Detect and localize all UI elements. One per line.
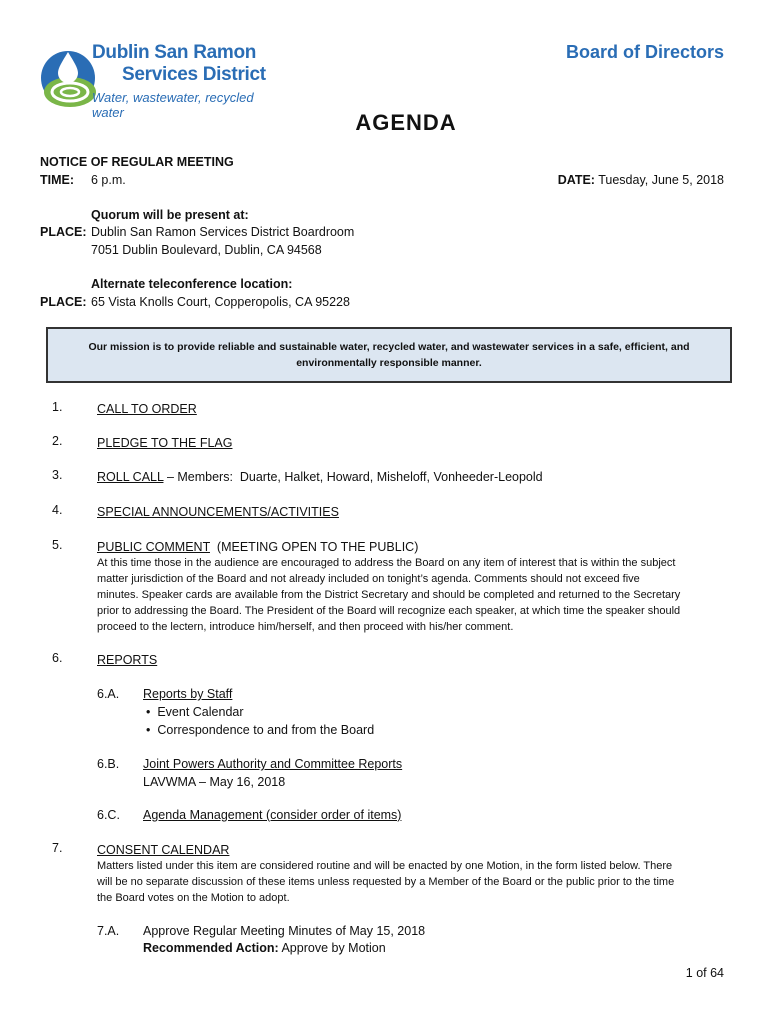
place1-line1: Dublin San Ramon Services District Boardroom — [91, 225, 355, 239]
item-6a-number: 6.A. — [97, 687, 120, 701]
place-label-2: PLACE: — [40, 295, 87, 309]
item-6a-title[interactable]: Reports by Staff — [143, 687, 233, 701]
bullet-icon: • — [146, 705, 151, 719]
page-title: AGENDA — [355, 110, 457, 135]
item-5-body-line: At this time those in the audience are encouraged to address the Board on any item of interest that is within the subject — [97, 557, 676, 569]
place2: 65 Vista Knolls Court, Copperopolis, CA 95228 — [91, 295, 350, 309]
item-6-title[interactable]: REPORTS — [97, 653, 158, 667]
page-number: 1 of 64 — [685, 966, 724, 980]
time-label: TIME: — [40, 173, 75, 187]
date-label: DATE: — [557, 173, 595, 187]
bullet-icon: • — [146, 723, 151, 737]
item-6b-sub: LAVWMA – May 16, 2018 — [143, 775, 286, 789]
item-2-number: 2. — [52, 434, 63, 448]
org-name-line2: Services District — [122, 64, 266, 85]
mission-text: Our mission is to provide reliable and sustainable water, recycled water, and wastewater services in a safe, efficient, and environmentally responsible manner. — [88, 341, 690, 369]
item-3-members: – Members: Duarte, Halket, Howard, Misheloff, Vonheeder-Leopold — [163, 470, 543, 484]
item-6c-number: 6.C. — [97, 808, 120, 822]
alternate-heading: Alternate teleconference location: — [91, 277, 293, 291]
item-5-body-line: matter jurisdiction of the Board and not already included on tonight’s agenda. Comments should not exceed five — [97, 573, 640, 585]
item-6a-bullet-2-text: Correspondence to and from the Board — [157, 723, 375, 737]
item-7-body-line: the Board votes on the Motion to adopt. — [97, 892, 290, 904]
item-4-title[interactable]: SPECIAL ANNOUNCEMENTS/ACTIVITIES — [97, 505, 339, 519]
water-drop-logo-icon — [40, 40, 98, 110]
item-7-number: 7. — [52, 841, 63, 855]
item-5-line — [97, 538, 418, 556]
place-label-1: PLACE: — [40, 225, 87, 239]
item-7a-number: 7.A. — [97, 924, 120, 938]
item-6c-title[interactable]: Agenda Management (consider order of items) — [143, 808, 402, 822]
item-6a-bullet-1 — [146, 703, 244, 721]
notice-heading: NOTICE OF REGULAR MEETING — [40, 155, 234, 169]
item-7-body-line: Matters listed under this item are considered routine and will be enacted by one Motion, in the form listed below. There — [97, 860, 673, 872]
item-5-body-line: minutes. Speaker cards are available from the District Secretary and should be completed and returned to the Secretary — [97, 589, 681, 601]
item-7a-title: Approve Regular Meeting Minutes of May 15, 2018 — [143, 924, 426, 938]
item-5-body — [97, 555, 737, 635]
item-6-number: 6. — [52, 651, 63, 665]
item-1-number: 1. — [52, 400, 63, 414]
item-6a-bullet-2 — [146, 721, 374, 739]
mission-statement — [46, 327, 732, 383]
item-7-body-line: will be no separate discussion of these items unless requested by a Member of the Board or the public prior to the time — [97, 876, 675, 888]
item-3-line — [97, 468, 543, 486]
item-2-title[interactable]: PLEDGE TO THE FLAG — [97, 436, 233, 450]
item-5-title[interactable]: PUBLIC COMMENT — [97, 540, 210, 554]
org-name-line1: Dublin San Ramon — [92, 42, 257, 63]
quorum-heading: Quorum will be present at: — [91, 208, 249, 222]
item-6a-bullet-1-text: Event Calendar — [157, 705, 244, 719]
date-value: Tuesday, June 5, 2018 — [598, 173, 724, 187]
item-1-title[interactable]: CALL TO ORDER — [97, 402, 197, 416]
item-6b-number: 6.B. — [97, 757, 120, 771]
district-logo — [40, 40, 280, 120]
item-3-title[interactable]: ROLL CALL — [97, 470, 164, 484]
place1-line2: 7051 Dublin Boulevard, Dublin, CA 94568 — [91, 243, 322, 257]
item-4-number: 4. — [52, 503, 63, 517]
recommended-action-label: Recommended Action: — [143, 941, 279, 955]
item-5-body-line: prior to addressing the Board. The President of the Board will recognize each speaker, at which time the speaker should — [97, 605, 681, 617]
item-7-title[interactable]: CONSENT CALENDAR — [97, 843, 230, 857]
time-value: 6 p.m. — [91, 173, 126, 187]
item-5-number: 5. — [52, 538, 63, 552]
item-5-subtitle: (MEETING OPEN TO THE PUBLIC) — [209, 540, 419, 554]
date-field — [558, 171, 724, 189]
item-6b-title[interactable]: Joint Powers Authority and Committee Reports — [143, 757, 403, 771]
board-heading: Board of Directors — [565, 42, 724, 62]
item-7a-recommendation — [143, 939, 386, 957]
item-5-body-line: proceed to the lectern, introduce him/herself, and then proceed with his/her comment. — [97, 621, 514, 633]
recommended-action-value: Approve by Motion — [281, 941, 386, 955]
org-tagline: Water, wastewater, recycled water — [92, 90, 254, 120]
item-3-number: 3. — [52, 468, 63, 482]
item-7-body — [97, 858, 737, 906]
